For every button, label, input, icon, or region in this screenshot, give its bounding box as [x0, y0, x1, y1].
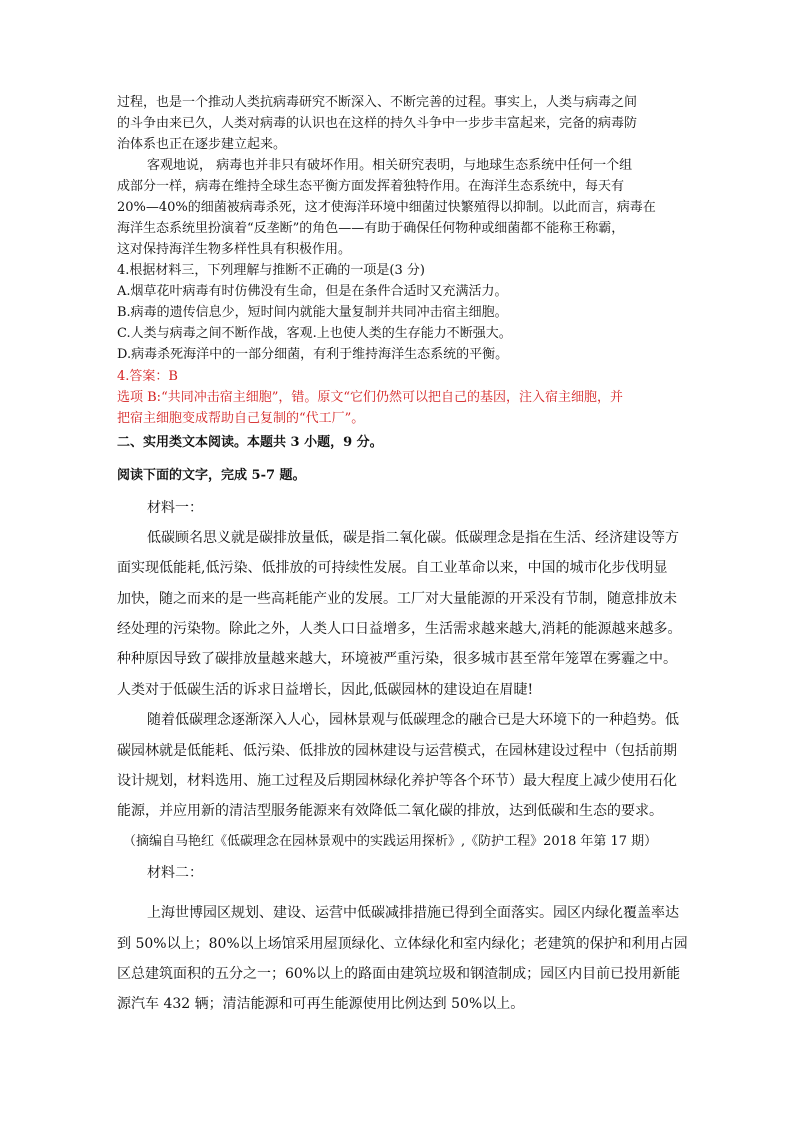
- text-line: 海洋生态系统里扮演着“反垄断”的角色——有助于确保任何物种或细菌都不能称王称霸，: [117, 221, 625, 236]
- text-line: 随着低碳理念逐渐深入人心，园林景观与低碳理念的融合已是大环境下的一种趋势。低: [147, 712, 679, 728]
- text-line: 到 50%以上；80%以上场馆采用屋顶绿化、立体绿化和室内绿化；老建筑的保护和利用占园: [117, 936, 688, 952]
- text-line: 区总建筑面积的五分之一；60%以上的路面由建筑垃圾和钢渣制成；园区内目前已投用新能: [117, 966, 681, 982]
- text-line: 源汽车 432 辆；清洁能源和可再生能源使用比例达到 50%以上。: [117, 996, 525, 1012]
- text-line: 上海世博园区规划、建设、运营中低碳减排措施已得到全面落实。园区内绿化覆盖率达: [147, 905, 679, 921]
- option-b: B.病毒的遗传信息少，短时间内就能大量复制并共同冲击宿主细胞。: [117, 305, 508, 320]
- option-a: A.烟草花叶病毒有时仿佛没有生命，但是在条件合适时又充满活力。: [117, 284, 508, 299]
- text-line: 治体系也正在逐步建立起来。: [117, 137, 287, 152]
- text-line: 过程，也是一个推动人类抗病毒研究不断深入、不断完善的过程。事实上，人类与病毒之间: [117, 95, 638, 110]
- text-line: 20%—40%的细菌被病毒杀死，这才使海洋环境中细菌过快繁殖得以抑制。以此而言，病毒在: [117, 200, 656, 215]
- text-line: 设计规划，材料选用、施工过程及后期园林绿化养护等各个环节）最大程度上减少使用石化: [117, 773, 677, 789]
- text-line: 面实现低能耗,低污染、低排放的可持续性发展。自工业革命以来，中国的城市化步伐明显: [117, 560, 668, 576]
- answer-label: 4.答案：B: [117, 369, 178, 384]
- section-instruction: 阅读下面的文字，完成 5-7 题。: [117, 468, 306, 483]
- material-label: 材料二：: [147, 865, 203, 881]
- text-line: 的斗争由来已久，人类对病毒的认识也在这样的持久斗争中一步步丰富起来，完备的病毒防: [117, 116, 638, 131]
- text-line: 这对保持海洋生物多样性具有积极作用。: [117, 242, 352, 257]
- section-heading: 二、实用类文本阅读。本题共 3 小题，9 分。: [117, 435, 383, 450]
- text-line: 能源，并应用新的清洁型服务能源来有效降低二氧化碳的排放，达到低碳和生态的要求。: [117, 803, 663, 819]
- text-line: 加快，随之而来的是一些高耗能产业的发展。工厂对大量能源的开采没有节制，随意排放未: [117, 591, 677, 607]
- text-line: 客观地说， 病毒也并非只有破坏作用。相关研究表明，与地球生态系统中任何一个组: [147, 158, 633, 173]
- source-citation: （摘编自马艳红《低碳理念在园林景观中的实践运用探析》,《防护工程》2018 年第 17 期）: [123, 834, 658, 849]
- text-line: 人类对于低碳生活的诉求日益增长，因此,低碳园林的建设迫在眉睫!: [117, 682, 534, 698]
- text-line: 经处理的污染物。除此之外，人类人口日益增多，生活需求越来越大,消耗的能源越来越多。: [117, 621, 682, 637]
- text-line: 种种原因导致了碳排放量越来越大，环境被严重污染，很多城市甚至常年笼罩在雾霾之中。: [117, 651, 677, 667]
- text-line: 碳园林就是低能耗、低污染、低排放的园林建设与运营模式，在园林建设过程中（包括前期: [117, 743, 677, 759]
- option-c: C.人类与病毒之间不断作战，客观.上也使人类的生存能力不断强大。: [117, 326, 512, 341]
- answer-explanation: 选项 B:“共同冲击宿主细胞”，错。原文“它们仍然可以把自己的基因，注入宿主细胞，并: [117, 390, 624, 405]
- answer-explanation: 把宿主细胞变成帮助自己复制的“代工厂”。: [117, 411, 365, 426]
- option-d: D.病毒杀死海洋中的一部分细菌，有利于维持海洋生态系统的平衡。: [117, 347, 509, 362]
- text-line: 低碳顾名思义就是碳排放量低，碳是指二氧化碳。低碳理念是指在生活、经济建设等方: [147, 530, 679, 546]
- question-stem: 4.根据材料三，下列理解与推断不正确的一项是(3 分): [117, 263, 425, 278]
- material-label: 材料一：: [147, 500, 203, 516]
- text-line: 成部分一样，病毒在维持全球生态平衡方面发挥着独特作用。在海洋生态系统中，每天有: [117, 179, 625, 194]
